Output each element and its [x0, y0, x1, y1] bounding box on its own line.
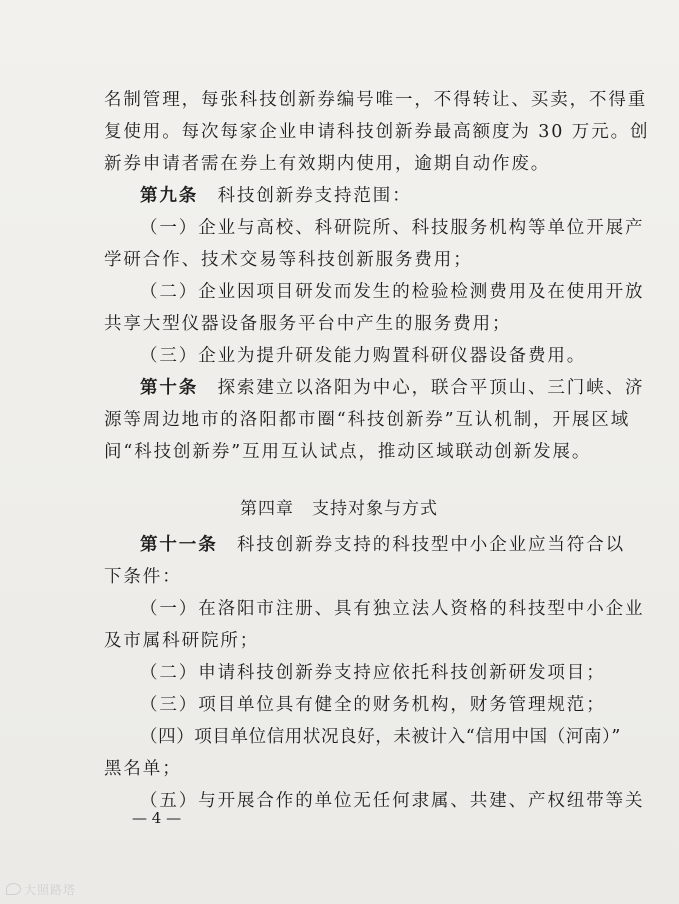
text-line — [140, 789, 644, 813]
text-line — [140, 597, 644, 621]
text-line — [104, 440, 591, 464]
line-text: 源等周边地市的洛阳都市圈“科技创新券”互认机制，开展区域 — [104, 410, 631, 430]
line-text: 下条件： — [104, 567, 182, 587]
text-line — [104, 88, 647, 112]
line-text: （四）项目单位信用状况良好，未被计入“信用中国（河南）” — [140, 727, 621, 747]
line-text: 共享大型仪器设备服务平台中产生的服务费用； — [104, 314, 512, 334]
text-line — [140, 184, 412, 208]
line-text: 学研合作、技术交易等科技创新服务费用； — [104, 250, 473, 270]
watermark-logo-icon — [6, 883, 21, 895]
line-text: （五）与开展合作的单位无任何隶属、共建、产权纽带等关 — [140, 791, 645, 811]
line-text: 科技创新券支持的科技型中小企业应当符合以 — [237, 535, 625, 555]
line-text: 探索建立以洛阳为中心，联合平顶山、三门峡、济 — [217, 378, 645, 398]
article-label: 第九条 — [140, 186, 218, 206]
watermark — [6, 881, 76, 898]
text-line — [140, 376, 644, 400]
line-text: （三）企业为提升研发能力购置科研仪器设备费用。 — [140, 346, 587, 366]
text-line — [140, 533, 625, 557]
text-line — [140, 344, 586, 368]
text-line — [140, 280, 644, 304]
line-text: （二）企业因项目研发而发生的检验检测费用及在使用开放 — [140, 282, 645, 302]
text-line — [140, 693, 606, 717]
text-line — [140, 216, 644, 240]
line-text: 名制管理，每张科技创新券编号唯一，不得转让、买卖，不得重 — [104, 90, 648, 110]
line-text: 复使用。每次每家企业申请科技创新券最高额度为 30 万元。创 — [104, 122, 650, 142]
text-line — [104, 312, 511, 336]
text-line — [140, 661, 606, 685]
watermark-text: 大照路塔 — [24, 883, 77, 897]
chapter-heading: 第四章 支持对象与方式 — [240, 499, 438, 519]
line-text: （一）在洛阳市注册、具有独立法人资格的科技型中小企业 — [140, 599, 645, 619]
line-text: 黑名单； — [104, 759, 182, 779]
text-line — [104, 248, 473, 272]
text-line — [104, 120, 649, 144]
page-number: — 4 — — [132, 809, 182, 827]
text-line — [104, 629, 259, 653]
line-text: 间“科技创新券”互用互认试点，推动区域联动创新发展。 — [104, 442, 592, 462]
line-text: 新券申请者需在券上有效期内使用，逾期自动作废。 — [104, 154, 551, 174]
line-text: 及市属科研院所； — [104, 631, 260, 651]
line-text: （三）项目单位具有健全的财务机构，财务管理规范； — [140, 695, 606, 715]
line-text: （二）申请科技创新券支持应依托科技创新研发项目； — [140, 663, 606, 683]
article-label: 第十条 — [140, 378, 218, 398]
text-line — [104, 408, 630, 432]
text-line — [104, 565, 182, 589]
article-label: 第十一条 — [140, 535, 237, 555]
text-line — [140, 725, 621, 749]
line-text: 科技创新券支持范围： — [217, 186, 412, 206]
text-line — [104, 152, 550, 176]
text-line — [104, 757, 182, 781]
line-text: （一）企业与高校、科研院所、科技服务机构等单位开展产 — [140, 218, 645, 238]
